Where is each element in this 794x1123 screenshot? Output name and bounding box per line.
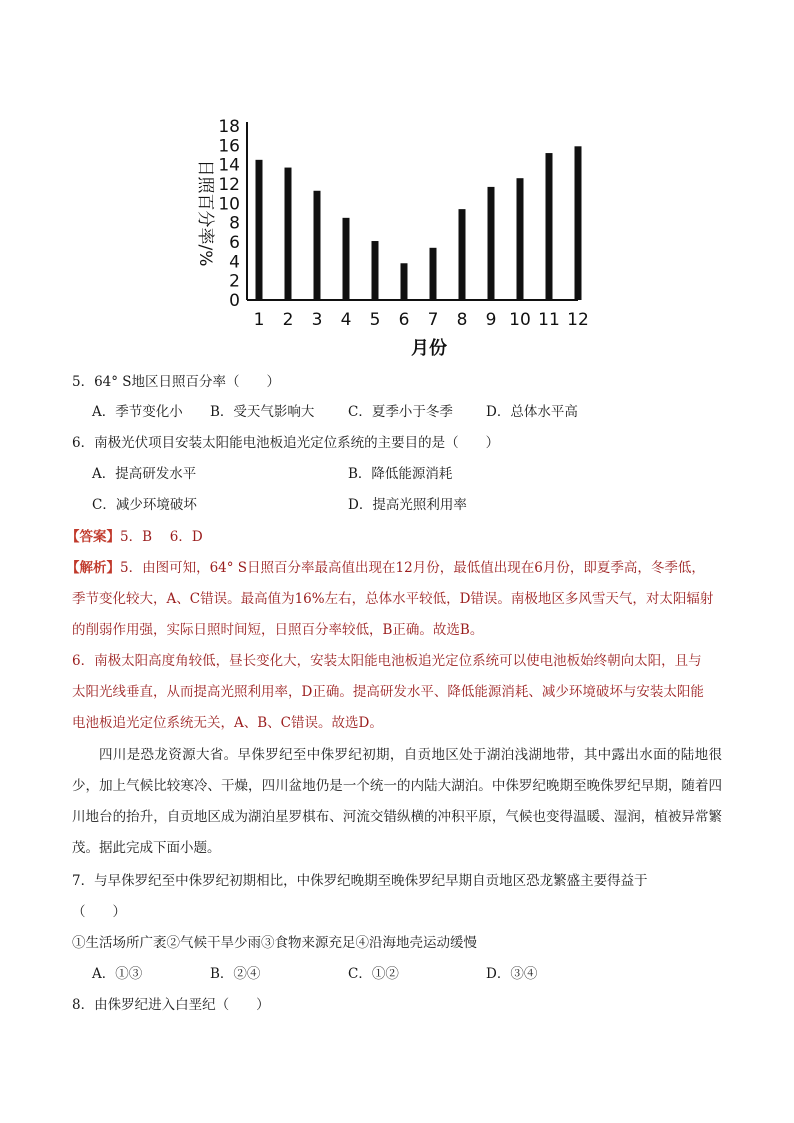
bar-month-5 [372, 241, 379, 300]
bar-month-10 [517, 178, 524, 300]
analysis-p1-line2: 季节变化较大，A、C错误。最高值为16%左右，总体水平较低，D错误。南极地区多风雪天气，对太阳辐射 [72, 591, 714, 607]
y-tick-label: 10 [218, 194, 240, 215]
y-tick-label: 8 [229, 213, 240, 234]
analysis-p1-line1: 5．由图可知，64° S日照百分率最高值出现在12月份，最低值出现在6月份，即夏季高，冬季低， [120, 560, 705, 576]
bar-month-12 [575, 146, 582, 300]
analysis-p1-line3: 的削弱作用强，实际日照时间短，日照百分率较低，B正确。故选B。 [72, 622, 484, 638]
q7-option-c: C．①② [348, 966, 399, 982]
q6-option-c: C．减少环境破坏 [92, 497, 197, 513]
sunshine-bar-chart [180, 110, 600, 360]
x-tick-label: 4 [340, 310, 352, 330]
x-tick-label: 10 [509, 310, 531, 330]
bar-month-1 [256, 160, 263, 300]
bar-month-3 [314, 191, 321, 300]
bar-month-8 [459, 209, 466, 300]
y-axis-label: 日照百分率/% [195, 159, 215, 267]
analysis-p2-line3: 电池板追光定位系统无关，A、B、C错误。故选D。 [72, 715, 383, 731]
q8-stem: 8．由侏罗纪进入白垩纪（ ） [72, 997, 270, 1013]
x-tick-label: 1 [253, 310, 265, 330]
answer-line [66, 527, 203, 547]
q7-option-b: B．②④ [210, 966, 261, 982]
x-tick-label: 3 [311, 310, 323, 330]
bar-month-6 [401, 263, 408, 300]
y-tick-label: 0 [229, 291, 240, 311]
y-tick-label: 6 [229, 233, 240, 253]
passage: 四川是恐龙资源大省。早侏罗纪至中侏罗纪初期，自贡地区处于湖泊浅湖地带，其中露出水面的陆地很少，加上气候比较寒冷、干燥，四川盆地仍是一个统一的内陆大湖泊。中侏罗纪晚期至晚侏罗纪早期，随着四川地台的抬升，自贡地区成为湖泊星罗棋布、河流交错纵横的冲积平原，气候也变得温暖、湿润，植被异常繁茂。据此完成下面小题。 [72, 747, 722, 856]
q6-stem: 6．南极光伏项目安装太阳能电池板追光定位系统的主要目的是（ ） [72, 435, 500, 451]
bar-month-7 [430, 248, 437, 300]
q7-option-d: D．③④ [486, 966, 538, 982]
x-tick-label: 2 [282, 310, 294, 330]
q6-option-d: D．提高光照利用率 [348, 497, 467, 513]
x-axis-label: 月份 [411, 338, 447, 359]
q7-statements: ①生活场所广袤②气候干旱少雨③食物来源充足④沿海地壳运动缓慢 [72, 935, 477, 951]
x-tick-label: 12 [567, 310, 589, 330]
q6-option-a: A．提高研发水平 [92, 466, 197, 482]
analysis-p2-line1: 6．南极太阳高度角较低，昼长变化大，安装太阳能电池板追光定位系统可以使电池板始终朝向太阳，且与 [72, 653, 702, 669]
q7-stem-line1: 7．与早侏罗纪至中侏罗纪初期相比，中侏罗纪晚期至晚侏罗纪早期自贡地区恐龙繁盛主要得益于 [72, 873, 648, 889]
bar-month-11 [546, 153, 553, 300]
answer-text: 5．B 6．D [120, 529, 203, 545]
analysis-line-1 [66, 558, 705, 578]
q5-option-b: B．受天气影响大 [210, 404, 315, 420]
y-tick-label: 12 [218, 175, 240, 195]
x-tick-label: 9 [485, 310, 497, 330]
bar-month-2 [285, 168, 292, 300]
q5-option-a: A．季节变化小 [92, 404, 183, 420]
x-tick-label: 11 [538, 310, 560, 330]
q5-option-c: C．夏季小于冬季 [348, 404, 453, 420]
q5-stem: 5．64° S地区日照百分率（ ） [72, 374, 281, 390]
bar-month-9 [488, 187, 495, 300]
q7-option-a: A．①③ [92, 966, 143, 982]
x-tick-label: 7 [427, 310, 439, 330]
y-tick-label: 16 [218, 136, 240, 157]
q7-stem-line2: （ ） [72, 904, 126, 920]
q6-option-b: B．降低能源消耗 [348, 466, 453, 482]
y-tick-label: 18 [218, 117, 240, 137]
bar-month-4 [343, 218, 350, 300]
analysis-tag: 【解析】 [66, 560, 120, 576]
x-tick-label: 6 [398, 310, 410, 330]
y-tick-label: 4 [229, 252, 240, 273]
q5-option-d: D．总体水平高 [486, 404, 578, 420]
y-tick-label: 2 [229, 271, 240, 292]
y-tick-label: 14 [218, 155, 240, 176]
answer-tag: 【答案】 [66, 529, 120, 545]
x-tick-label: 8 [456, 310, 468, 330]
analysis-p2-line2: 太阳光线垂直，从而提高光照利用率，D正确。提高研发水平、降低能源消耗、减少环境破坏与安装太阳能 [72, 684, 704, 700]
x-tick-label: 5 [369, 310, 381, 330]
